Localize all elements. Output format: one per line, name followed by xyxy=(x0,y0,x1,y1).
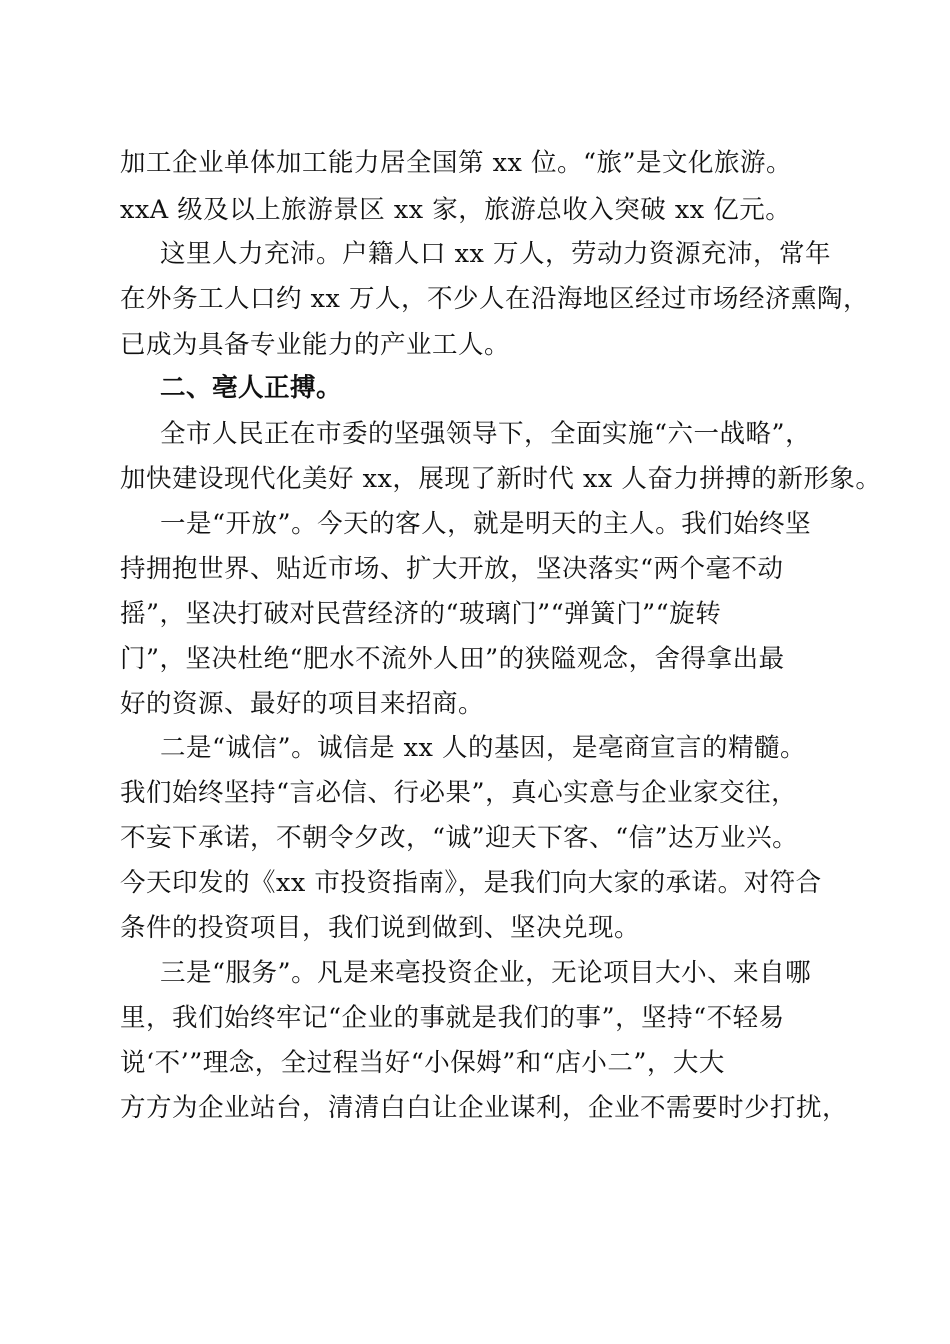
text-line: 持拥抱世界、贴近市场、扩大开放，坚决落实“两个毫不动 xyxy=(120,554,784,584)
text-line: 门”，坚决杜绝“肥水不流外人田”的狭隘观念，舍得拿出最 xyxy=(120,644,785,674)
text-line: 已成为具备专业能力的产业工人。 xyxy=(120,330,511,360)
section-heading: 二、亳人正搏。 xyxy=(160,373,343,403)
text-line: xxA 级及以上旅游景区 xx 家，旅游总收入突破 xx 亿元。 xyxy=(120,195,792,225)
text-line: 说‘不’”理念，全过程当好“小保姆”和“店小二”，大大 xyxy=(120,1048,725,1078)
text-line: 我们始终坚持“言必信、行必果”，真心实意与企业家交往， xyxy=(120,778,798,808)
paragraph-first-line: 这里人力充沛。户籍人口 xx 万人，劳动力资源充沛，常年 xyxy=(160,239,831,269)
paragraph-first-line: 二是“诚信”。诚信是 xx 人的基因，是亳商宣言的精髓。 xyxy=(160,733,807,763)
text-line: 不妄下承诺，不朝令夕改，“诚”迎天下客、“信”达万业兴。 xyxy=(120,823,799,853)
text-line: 今天印发的《xx 市投资指南》，是我们向大家的承诺。对符合 xyxy=(120,868,822,898)
text-line: 方方为企业站台，清清白白让企业谋利，企业不需要时少打扰， xyxy=(120,1093,849,1123)
text-line: 好的资源、最好的项目来招商。 xyxy=(120,689,485,719)
text-line: 摇”，坚决打破对民营经济的“玻璃门”“弹簧门”“旋转 xyxy=(120,599,722,629)
text-line: 条件的投资项目，我们说到做到、坚决兑现。 xyxy=(120,913,641,943)
text-line: 加工企业单体加工能力居全国第 xx 位。“旅”是文化旅游。 xyxy=(120,148,793,178)
text-line: 里，我们始终牢记“企业的事就是我们的事”，坚持“不轻易 xyxy=(120,1003,785,1033)
text-line: 加快建设现代化美好 xx，展现了新时代 xx 人奋力拼搏的新形象。 xyxy=(120,464,882,494)
text-line: 在外务工人口约 xx 万人，不少人在沿海地区经过市场经济熏陶， xyxy=(120,284,869,314)
paragraph-first-line: 全市人民正在市委的坚强领导下，全面实施“六一战略”， xyxy=(160,419,812,449)
paragraph-first-line: 三是“服务”。凡是来亳投资企业，无论项目大小、来自哪 xyxy=(160,958,812,988)
paragraph-first-line: 一是“开放”。今天的客人，就是明天的主人。我们始终坚 xyxy=(160,509,812,539)
